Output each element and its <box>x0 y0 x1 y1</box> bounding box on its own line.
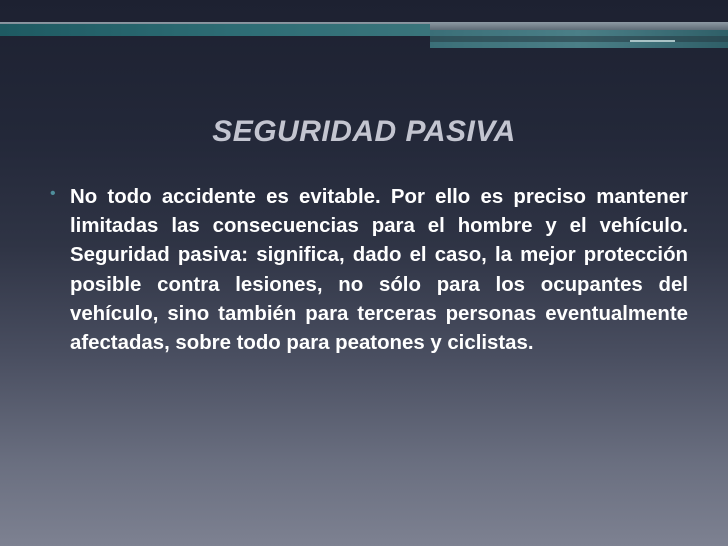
decorative-accent-line <box>630 40 675 42</box>
slide-content <box>48 183 688 358</box>
bullet-text: No todo accidente es evitable. Por ello es preciso mantener limitadas las consecuencias para el hombre y el vehículo. Seguridad pasiva: significa, dado el caso, la mejor protección posible contra lesiones, no sólo para los ocupantes del vehículo, sino también para terceras personas eventualmente afectadas, sobre todo para peatones y ciclistas. <box>70 186 688 355</box>
bullet-item <box>48 183 688 358</box>
teal-decorative-bar-left <box>0 24 430 36</box>
dark-decorative-bar-right <box>430 36 728 42</box>
slide-title: SEGURIDAD PASIVA <box>212 115 516 148</box>
bullet-marker: • <box>50 185 56 202</box>
